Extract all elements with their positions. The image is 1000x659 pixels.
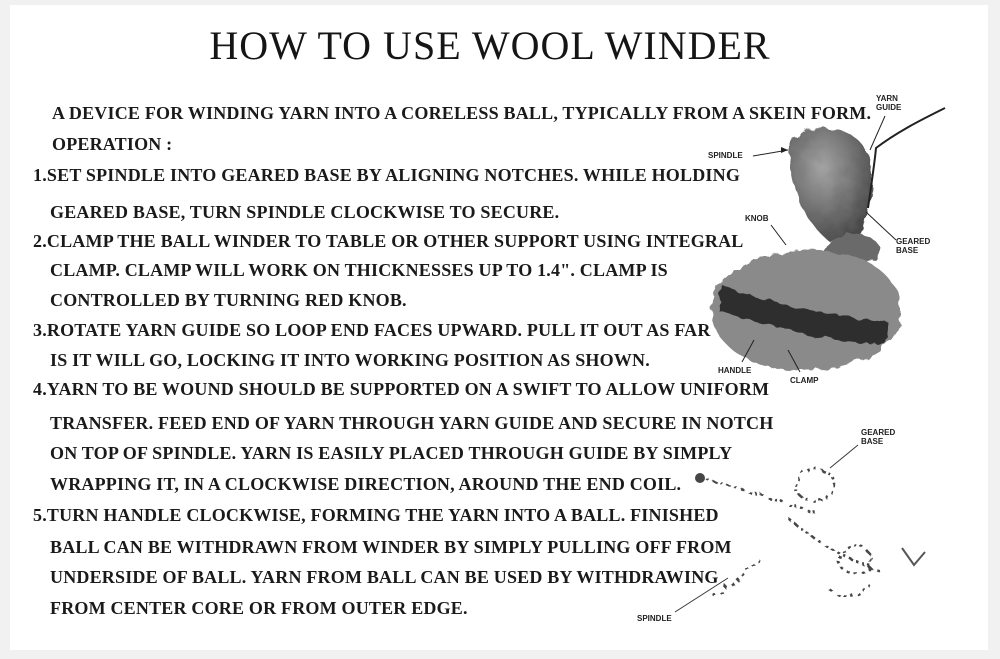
step-5-line-4: FROM CENTER CORE OR FROM OUTER EDGE. [50, 598, 468, 618]
step-3-line-2: IS IT WILL GO, LOCKING IT INTO WORKING POSITION AS SHOWN. [50, 350, 650, 370]
spindle-shape [790, 128, 872, 240]
intro-line: A DEVICE FOR WINDING YARN INTO A CORELESS BALL, TYPICALLY FROM A SKEIN FORM. [52, 103, 872, 123]
step-2-line-1: 2.CLAMP THE BALL WINDER TO TABLE OR OTHER SUPPORT USING INTEGRAL [33, 231, 744, 251]
step-2-line-2: CLAMP. CLAMP WILL WORK ON THICKNESSES UP TO 1.4". CLAMP IS [50, 260, 668, 280]
page-title: HOW TO USE WOOL WINDER [209, 23, 771, 68]
operation-heading: OPERATION : [52, 134, 173, 154]
clamp-label: CLAMP [790, 376, 819, 385]
winder-parts-diagram [675, 445, 925, 612]
handle-label: HANDLE [718, 366, 752, 375]
step-1-line-1: 1.SET SPINDLE INTO GEARED BASE BY ALIGNING NOTCHES. WHILE HOLDING [33, 165, 741, 185]
yarn-guide-wire [868, 108, 945, 208]
step-5-line-3: UNDERSIDE OF BALL. YARN FROM BALL CAN BE USED BY WITHDRAWING [50, 567, 719, 587]
step-4-line-2: TRANSFER. FEED END OF YARN THROUGH YARN GUIDE AND SECURE IN NOTCH [50, 413, 774, 433]
spindle-label-bottom: SPINDLE [637, 614, 672, 623]
step-5-line-2: BALL CAN BE WITHDRAWN FROM WINDER BY SIMPLY PULLING OFF FROM [50, 537, 732, 557]
step-5-line-1: 5.TURN HANDLE CLOCKWISE, FORMING THE YARN INTO A BALL. FINISHED [33, 505, 719, 525]
step-1-line-2: GEARED BASE, TURN SPINDLE CLOCKWISE TO SECURE. [50, 202, 560, 222]
geared-base-label: GEARED BASE [896, 237, 931, 255]
spindle-label: SPINDLE [708, 151, 743, 160]
step-4-line-3: ON TOP OF SPINDLE. YARN IS EASILY PLACED THROUGH GUIDE BY SIMPLY [50, 443, 733, 463]
knob-label: KNOB [745, 214, 769, 223]
geared-base-label-bottom: GEARED BASE [861, 428, 896, 446]
step-4-line-1: 4.YARN TO BE WOUND SHOULD BE SUPPORTED ON A SWIFT TO ALLOW UNIFORM [33, 379, 770, 399]
step-2-line-3: CONTROLLED BY TURNING RED KNOB. [50, 290, 407, 310]
step-4-line-4: WRAPPING IT, IN A CLOCKWISE DIRECTION, AROUND THE END COIL. [50, 474, 682, 494]
step-3-line-1: 3.ROTATE YARN GUIDE SO LOOP END FACES UPWARD. PULL IT OUT AS FAR [33, 320, 711, 340]
yarn-guide-label: YARN GUIDE [876, 94, 902, 112]
